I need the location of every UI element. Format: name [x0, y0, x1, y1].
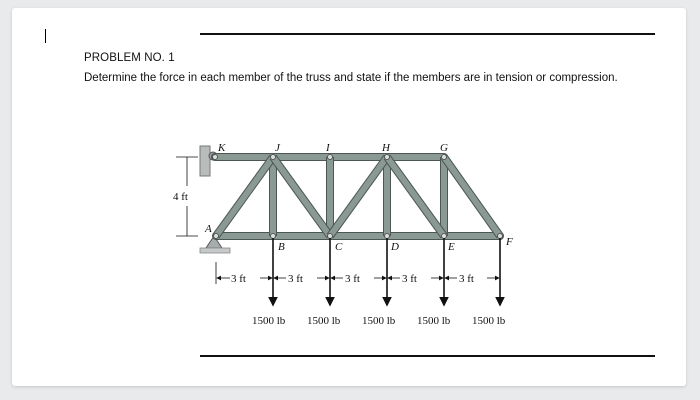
- spacing-label-1: 3 ft: [231, 273, 246, 285]
- joint-label-h: H: [382, 142, 390, 154]
- load-label-2: 1500 lb: [307, 315, 341, 327]
- spacing-label-3: 3 ft: [345, 273, 360, 285]
- problem-title: PROBLEM NO. 1: [84, 52, 175, 64]
- joint-label-b: B: [278, 241, 285, 253]
- height-label: 4 ft: [173, 191, 188, 203]
- problem-statement: Determine the force in each member of the truss and state if the members are in tension or compression.: [84, 72, 618, 84]
- spacing-label-2: 3 ft: [288, 273, 303, 285]
- joint-label-a: A: [205, 223, 212, 235]
- joint-label-j: J: [275, 142, 280, 154]
- spacing-label-4: 3 ft: [402, 273, 417, 285]
- load-arrows: [273, 238, 500, 305]
- joint-label-f: F: [506, 236, 513, 248]
- bottom-divider: [200, 355, 655, 357]
- joint-label-e: E: [448, 241, 455, 253]
- joint-label-d: D: [391, 241, 399, 253]
- spacing-label-5: 3 ft: [459, 273, 474, 285]
- load-label-1: 1500 lb: [252, 315, 286, 327]
- joint-label-k: K: [218, 142, 226, 154]
- joint-label-i: I: [326, 142, 330, 154]
- load-label-5: 1500 lb: [472, 315, 506, 327]
- load-label-4: 1500 lb: [417, 315, 451, 327]
- joint-label-c: C: [335, 241, 343, 253]
- wall-support: [200, 146, 217, 176]
- joint-label-g: G: [440, 142, 448, 154]
- load-label-3: 1500 lb: [362, 315, 396, 327]
- truss-members: [215, 157, 500, 236]
